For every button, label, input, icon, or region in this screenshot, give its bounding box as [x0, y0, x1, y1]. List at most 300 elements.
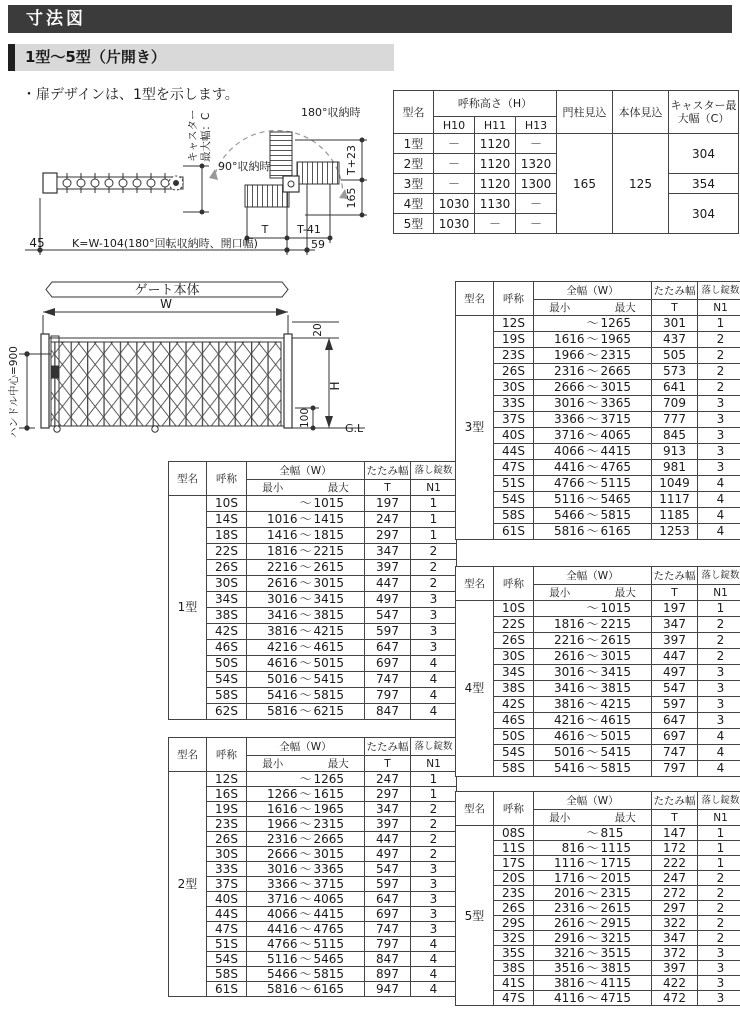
cell: 747 — [652, 745, 698, 761]
caster-width-label-2: 最大幅：C — [200, 112, 212, 162]
cell: 3415 — [600, 665, 652, 681]
storage-90-label: 90°収納時 — [218, 160, 271, 173]
cell: 1253 — [652, 524, 698, 540]
size-table-type3-wrap — [455, 281, 740, 540]
cell: 5465 — [313, 952, 365, 967]
cell: ～ — [586, 460, 599, 474]
table-row — [456, 856, 740, 871]
cell: 5815 — [600, 508, 652, 524]
cell: 54S — [207, 672, 247, 688]
k-formula-label: K=W-104(180°回転収納時、開口幅) — [72, 237, 258, 250]
cell: 1265 — [313, 772, 365, 787]
cell: ～ — [586, 745, 599, 759]
col-tilde — [299, 480, 313, 496]
table-row — [456, 460, 740, 476]
cell: 17S — [494, 856, 534, 871]
cell: ～ — [586, 681, 599, 695]
table-row — [169, 847, 457, 862]
cell: 3 — [411, 862, 457, 877]
cell: 22S — [494, 617, 534, 633]
cell: 4 — [411, 967, 457, 982]
cell: － — [434, 154, 475, 174]
col-h11: H11 — [475, 117, 516, 134]
cell: ～ — [586, 713, 599, 727]
cell: 1320 — [516, 154, 557, 174]
cell: ～ — [299, 512, 312, 526]
col-width-group: 全幅（W） — [247, 738, 365, 756]
table-row — [169, 937, 457, 952]
cell: 1 — [411, 772, 457, 787]
cell: 50S — [207, 656, 247, 672]
cell: ～ — [299, 877, 312, 891]
col-min: 最小 — [247, 756, 299, 772]
banner-label: ゲート本体 — [134, 283, 200, 298]
cell: 35S — [494, 946, 534, 961]
table-row — [456, 524, 740, 540]
storage-180-label: 180°収納時 — [301, 106, 361, 119]
cell: 2 — [698, 916, 740, 931]
cell: 32S — [494, 931, 534, 946]
w-dim — [43, 308, 288, 334]
cell: 54S — [494, 492, 534, 508]
page-title: 寸法図 — [8, 5, 732, 33]
cell: ～ — [586, 871, 599, 885]
cell: 40S — [207, 892, 247, 907]
cell: 4 — [411, 982, 457, 997]
cell: 1185 — [652, 508, 698, 524]
cell: 1030 — [434, 194, 475, 214]
size-table-type2-wrap — [168, 737, 457, 997]
cell: 497 — [652, 665, 698, 681]
col-body-depth: 本体見込 — [613, 91, 669, 134]
cell: 1265 — [600, 316, 652, 332]
cell: 2615 — [600, 901, 652, 916]
table-row — [169, 817, 457, 832]
cell: 4616 — [247, 656, 299, 672]
cell: 1016 — [247, 512, 299, 528]
cell: ～ — [299, 496, 312, 510]
cell: 3 — [698, 460, 740, 476]
cell: 26S — [207, 560, 247, 576]
cell: ～ — [299, 704, 312, 718]
cell: 4 — [698, 476, 740, 492]
cell: 22S — [207, 544, 247, 560]
cell — [534, 601, 586, 617]
cell: ～ — [586, 380, 599, 394]
col-name: 呼称 — [494, 567, 534, 601]
cell: ～ — [299, 832, 312, 846]
cell: 4 — [411, 952, 457, 967]
cell: 301 — [652, 316, 698, 332]
cell: 1415 — [313, 512, 365, 528]
cell: 297 — [365, 787, 411, 802]
cell: 30S — [494, 649, 534, 665]
col-lock-count: 落し錠数 — [411, 738, 457, 756]
col-tilde — [586, 300, 600, 316]
col-max: 最大 — [600, 300, 652, 316]
cell: 37S — [207, 877, 247, 892]
cell: 1 — [698, 841, 740, 856]
cell: 3 — [698, 697, 740, 713]
cell: 797 — [365, 688, 411, 704]
cell: 51S — [207, 937, 247, 952]
cell: 1 — [698, 856, 740, 871]
cell: ～ — [586, 364, 599, 378]
cell: 3515 — [600, 946, 652, 961]
cell: 573 — [652, 364, 698, 380]
cell: 347 — [652, 931, 698, 946]
cell: ～ — [299, 817, 312, 831]
cell: 3 — [411, 640, 457, 656]
cell: 47S — [207, 922, 247, 937]
cell: ～ — [586, 332, 599, 346]
table-row — [169, 877, 457, 892]
table-row — [456, 931, 740, 946]
cell: 3016 — [247, 862, 299, 877]
dim-100-label: 100 — [299, 407, 311, 429]
cell: 3816 — [534, 697, 586, 713]
table-row — [456, 901, 740, 916]
col-model: 型名 — [169, 738, 207, 772]
cell: 08S — [494, 826, 534, 841]
col-width-group: 全幅（W） — [534, 282, 652, 300]
cell: 3016 — [247, 592, 299, 608]
table-row — [169, 907, 457, 922]
cell: 1030 — [434, 214, 475, 234]
size-table-type1 — [168, 461, 457, 720]
cell: ～ — [299, 624, 312, 638]
cell: 54S — [207, 952, 247, 967]
cell: ～ — [586, 665, 599, 679]
cell: 4615 — [313, 640, 365, 656]
cell: 41S — [494, 976, 534, 991]
cell: 5816 — [247, 982, 299, 997]
cell: 2 — [411, 802, 457, 817]
cell: 4 — [698, 508, 740, 524]
cell: 297 — [652, 901, 698, 916]
model-name-cell: 1型 — [169, 496, 207, 720]
w-dim-label: W — [160, 297, 172, 311]
cell: ～ — [586, 348, 599, 362]
cell: 2 — [411, 576, 457, 592]
cell: 6165 — [313, 982, 365, 997]
cell: 2 — [698, 931, 740, 946]
cell: ～ — [299, 772, 312, 786]
cell: 4 — [411, 704, 457, 720]
t-minus-41-label: T-41 — [297, 223, 321, 236]
cell: 247 — [652, 871, 698, 886]
caster-value: 304 — [669, 134, 739, 174]
cell: 1116 — [534, 856, 586, 871]
cell: 3 — [698, 428, 740, 444]
cell: 797 — [365, 937, 411, 952]
ground-level-label: G.L — [345, 422, 364, 435]
cell: 4216 — [534, 713, 586, 729]
cell: 2916 — [534, 931, 586, 946]
cell: ～ — [299, 576, 312, 590]
cell: 3 — [698, 444, 740, 460]
cell: 4066 — [534, 444, 586, 460]
table-row — [456, 991, 740, 1006]
cell: 26S — [494, 901, 534, 916]
cell: 981 — [652, 460, 698, 476]
cell: ～ — [299, 688, 312, 702]
spec-table — [393, 90, 739, 234]
col-post-depth: 門柱見込 — [557, 91, 613, 134]
model-name-cell: 5型 — [456, 826, 494, 1006]
cell: 26S — [494, 633, 534, 649]
cell: 597 — [652, 697, 698, 713]
cell: ～ — [586, 492, 599, 506]
cell: 34S — [494, 665, 534, 681]
cell: 3215 — [600, 931, 652, 946]
cell: 3016 — [534, 665, 586, 681]
col-model: 型名 — [169, 462, 207, 496]
cell: ～ — [586, 428, 599, 442]
cell: ～ — [586, 412, 599, 426]
table-row — [169, 528, 457, 544]
col-min: 最小 — [247, 480, 299, 496]
cell: 797 — [652, 761, 698, 777]
cell: 1 — [698, 601, 740, 617]
cell: 23S — [494, 348, 534, 364]
cell: 2616 — [534, 649, 586, 665]
cell: 222 — [652, 856, 698, 871]
cell: 322 — [652, 916, 698, 931]
cell: 1716 — [534, 871, 586, 886]
cell: 1715 — [600, 856, 652, 871]
cell: 347 — [365, 802, 411, 817]
cell: ～ — [299, 937, 312, 951]
cell: 2665 — [313, 832, 365, 847]
model-name-cell: 4型 — [394, 194, 434, 214]
col-t: T — [365, 756, 411, 772]
table-row — [456, 348, 740, 364]
cell: 4416 — [534, 460, 586, 476]
cell: 47S — [494, 460, 534, 476]
cell: 4115 — [600, 976, 652, 991]
cell: 5815 — [313, 688, 365, 704]
cell: 2 — [698, 332, 740, 348]
cell: ～ — [586, 697, 599, 711]
cell: 3 — [698, 713, 740, 729]
cell: ～ — [586, 729, 599, 743]
cell: 33S — [207, 862, 247, 877]
cell: 1130 — [475, 194, 516, 214]
cell: 3015 — [313, 576, 365, 592]
cell: ～ — [299, 952, 312, 966]
cell: 2 — [411, 544, 457, 560]
cell: 3 — [698, 946, 740, 961]
cell: 2315 — [313, 817, 365, 832]
cell: 422 — [652, 976, 698, 991]
cell: 2 — [698, 649, 740, 665]
cell: 3715 — [313, 877, 365, 892]
cell: ～ — [299, 802, 312, 816]
cell: － — [475, 214, 516, 234]
cell: 2 — [698, 901, 740, 916]
dim-20-label: 20 — [312, 323, 324, 337]
caster-value: 304 — [669, 194, 739, 234]
table-row — [169, 832, 457, 847]
cell: 4065 — [313, 892, 365, 907]
cell: 61S — [494, 524, 534, 540]
cell: ～ — [586, 524, 599, 538]
cell: 747 — [365, 922, 411, 937]
cell: 247 — [365, 772, 411, 787]
cell: 50S — [494, 729, 534, 745]
col-width-group: 全幅（W） — [534, 567, 652, 585]
cell: 4 — [698, 524, 740, 540]
col-model: 型名 — [456, 282, 494, 316]
cell: 51S — [494, 476, 534, 492]
cell: 2315 — [600, 886, 652, 901]
col-tilde — [299, 756, 313, 772]
cell: － — [516, 194, 557, 214]
cell: 2 — [698, 348, 740, 364]
cell: 58S — [207, 967, 247, 982]
cell: 505 — [652, 348, 698, 364]
col-max: 最大 — [600, 810, 652, 826]
cell: 4 — [698, 492, 740, 508]
table-row — [169, 922, 457, 937]
cell: 3416 — [534, 681, 586, 697]
col-t: T — [365, 480, 411, 496]
table-row — [456, 961, 740, 976]
model-name-cell: 4型 — [456, 601, 494, 777]
col-name: 呼称 — [494, 282, 534, 316]
model-name-cell: 3型 — [394, 174, 434, 194]
cell: 5816 — [534, 524, 586, 540]
cell: 1616 — [247, 802, 299, 817]
cell: 61S — [207, 982, 247, 997]
cell: 4 — [698, 761, 740, 777]
cell: ～ — [586, 886, 599, 900]
dim-59-label: 59 — [311, 238, 325, 251]
cell: 397 — [365, 560, 411, 576]
cell: 1115 — [600, 841, 652, 856]
cell: 3815 — [600, 961, 652, 976]
cell: 4 — [411, 688, 457, 704]
cell: 3366 — [247, 877, 299, 892]
cell: 2615 — [313, 560, 365, 576]
cell: 38S — [207, 608, 247, 624]
cell: 5116 — [534, 492, 586, 508]
cell: 777 — [652, 412, 698, 428]
cell: 147 — [652, 826, 698, 841]
table-row — [456, 316, 740, 332]
model-name-cell: 5型 — [394, 214, 434, 234]
cell: 1120 — [475, 154, 516, 174]
cell: － — [516, 134, 557, 154]
cell: 2615 — [600, 633, 652, 649]
col-min: 最小 — [534, 810, 586, 826]
cell: 897 — [365, 967, 411, 982]
plan-view-diagram — [15, 98, 390, 266]
cell: 4116 — [534, 991, 586, 1006]
cell: 3366 — [534, 412, 586, 428]
col-name: 呼称 — [494, 792, 534, 826]
spec-table-wrap — [393, 90, 739, 234]
dim-45-label: 45 — [29, 236, 45, 250]
cell: 497 — [365, 847, 411, 862]
cell: 1120 — [475, 134, 516, 154]
table-row — [456, 444, 740, 460]
cell: 2 — [698, 871, 740, 886]
cell: 3 — [411, 624, 457, 640]
cell: 5465 — [600, 492, 652, 508]
cell: 5815 — [313, 967, 365, 982]
cell: 2216 — [534, 633, 586, 649]
cell: ～ — [299, 892, 312, 906]
cell: 3216 — [534, 946, 586, 961]
col-n1: N1 — [411, 480, 457, 496]
cell: ～ — [299, 656, 312, 670]
cell: 3 — [698, 412, 740, 428]
cell: 19S — [207, 802, 247, 817]
cell: 1 — [411, 528, 457, 544]
cell: 2 — [698, 633, 740, 649]
cell: ～ — [586, 961, 599, 975]
cell: ～ — [586, 476, 599, 490]
cell: 62S — [207, 704, 247, 720]
cell: ～ — [299, 787, 312, 801]
cell: ～ — [586, 856, 599, 870]
cell: 4 — [411, 937, 457, 952]
cell: 3416 — [247, 608, 299, 624]
col-model: 型名 — [456, 567, 494, 601]
cell: 641 — [652, 380, 698, 396]
model-name-cell: 1型 — [394, 134, 434, 154]
t-plus-23-label: T+23 — [345, 145, 358, 175]
model-name-cell: 3型 — [456, 316, 494, 540]
cell: 547 — [365, 608, 411, 624]
note-text: ・扉デザインは、1型を示します。 — [22, 87, 239, 103]
cell: ～ — [586, 916, 599, 930]
cell: 647 — [365, 640, 411, 656]
cell: 42S — [494, 697, 534, 713]
cell: ～ — [586, 649, 599, 663]
cell: 5466 — [534, 508, 586, 524]
cell: ～ — [299, 608, 312, 622]
col-width-group: 全幅（W） — [534, 792, 652, 810]
table-row — [169, 544, 457, 560]
table-row — [456, 332, 740, 348]
cell: 1616 — [534, 332, 586, 348]
table-row — [169, 892, 457, 907]
cell: 58S — [494, 761, 534, 777]
size-table-type2 — [168, 737, 457, 997]
gate-body — [41, 334, 292, 432]
cell: 30S — [494, 380, 534, 396]
cell: 172 — [652, 841, 698, 856]
col-model: 型名 — [456, 792, 494, 826]
cell: ～ — [586, 316, 599, 330]
cell: 3 — [411, 922, 457, 937]
cell: 3 — [698, 961, 740, 976]
cell: 2215 — [600, 617, 652, 633]
cell: 1 — [411, 787, 457, 802]
cell: 647 — [652, 713, 698, 729]
cell: 23S — [494, 886, 534, 901]
table-row — [456, 617, 740, 633]
cell: 30S — [207, 576, 247, 592]
table-row — [456, 976, 740, 991]
cell: ～ — [299, 544, 312, 558]
table-row — [456, 396, 740, 412]
col-caster-width: キャスター最大幅（C） — [669, 91, 739, 134]
cell: 4216 — [247, 640, 299, 656]
